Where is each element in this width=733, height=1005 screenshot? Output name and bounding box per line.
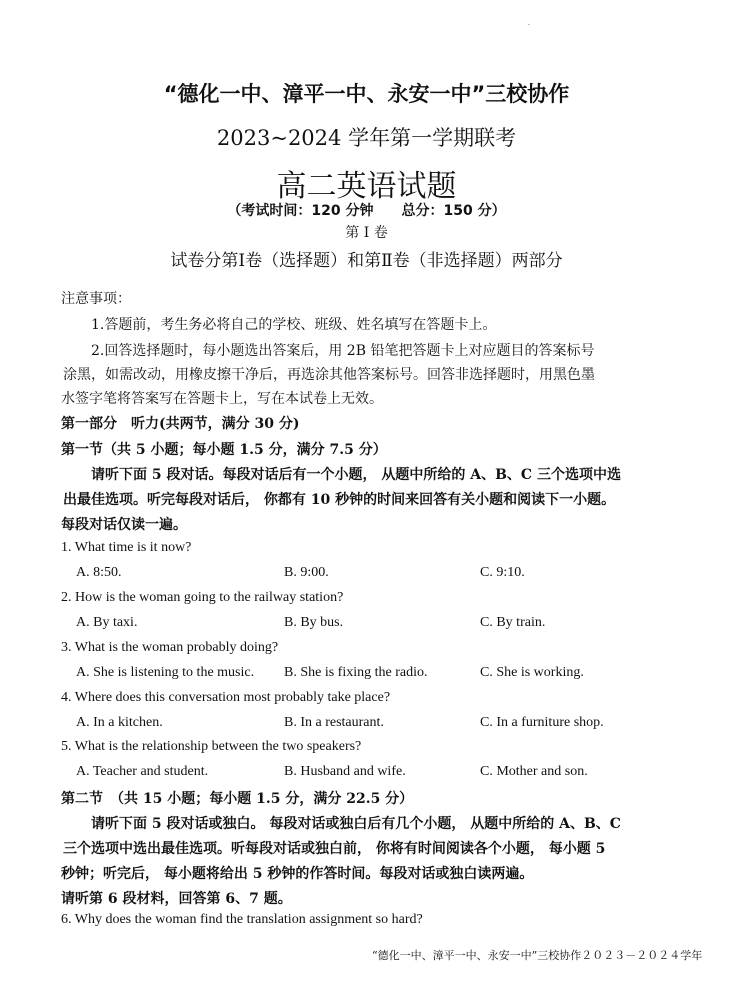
volume-label: 第 I 卷 xyxy=(345,225,388,241)
exam-title: 2023~2024 学年第一学期联考 xyxy=(216,126,517,150)
question-1: 1. What time is it now? xyxy=(61,540,192,555)
question-6: 6. Why does the woman find the translation assignment so hard? xyxy=(61,912,423,927)
question-1-option-a: A. 8:50. xyxy=(76,565,122,580)
question-3-option-c: C. She is working. xyxy=(480,665,584,680)
parts-description: 试卷分第Ⅰ卷（选择题）和第Ⅱ卷（非选择题）两部分 xyxy=(170,251,563,271)
schools-title: “德化一中、漳平一中、永安一中”三校协作 xyxy=(163,82,570,106)
notice-item-2-line2: 涂黑，如需改动，用橡皮擦干净后，再选涂其他答案标号。回答非选择题时，用黑色墨 xyxy=(63,367,595,383)
section1-title: 第一节（共 5 小题；每小题 1.5 分，满分 7.5 分） xyxy=(61,442,387,458)
question-2-option-c: C. By train. xyxy=(480,615,546,630)
notice-item-2-line1: 2.回答选择题时，每小题选出答案后，用 2B 铅笔把答题卡上对应题目的答案标号 xyxy=(91,343,595,359)
section1-instruction-line2: 出最佳选项。听完每段对话后， 你都有 10 秒钟的时间来回答有关小题和阅读下一小题。 xyxy=(63,492,616,508)
question-1-option-c: C. 9:10. xyxy=(480,565,525,580)
question-2-option-a: A. By taxi. xyxy=(76,615,138,630)
section2-instruction-line3: 秒钟；听完后， 每小题将给出 5 秒钟的作答时间。每段对话或独白读两遍。 xyxy=(61,866,534,882)
time-score: （考试时间：120 分钟 总分：150 分） xyxy=(227,203,506,219)
question-5: 5. What is the relationship between the two speakers? xyxy=(61,739,362,754)
section2-instruction-line2: 三个选项中选出最佳选项。听每段对话或独白前， 你将有时间阅读各个小题， 每小题 5 xyxy=(63,841,606,857)
section1-instruction-line3: 每段对话仅读一遍。 xyxy=(61,517,187,533)
notice-item-2-line3: 水签字笔将答案写在答题卡上，写在本试卷上无效。 xyxy=(61,391,383,407)
part1-title: 第一部分 听力(共两节，满分 30 分) xyxy=(61,416,300,432)
question-2: 2. How is the woman going to the railway station? xyxy=(61,590,344,605)
section1-instruction-line1: 请听下面 5 段对话。每段对话后有一个小题， 从题中所给的 A、B、C 三个选项中选 xyxy=(91,467,621,483)
top-dot: . xyxy=(528,20,530,27)
question-1-option-b: B. 9:00. xyxy=(284,565,329,580)
section2-title: 第二节 （共 15 小题；每小题 1.5 分，满分 22.5 分） xyxy=(61,791,414,807)
question-3-option-a: A. She is listening to the music. xyxy=(76,665,255,680)
question-3-option-b: B. She is fixing the radio. xyxy=(284,665,428,680)
question-5-option-b: B. Husband and wife. xyxy=(284,764,406,779)
section2-instruction-line1: 请听下面 5 段对话或独白。 每段对话或独白后有几个小题， 从题中所给的 A、B、C xyxy=(91,816,621,832)
subject-title: 高二英语试题 xyxy=(276,169,457,204)
question-4-option-b: B. In a restaurant. xyxy=(284,715,384,730)
notice-item-1: 1.答题前，考生务必将自己的学校、班级、姓名填写在答题卡上。 xyxy=(91,317,497,333)
question-4-option-a: A. In a kitchen. xyxy=(76,715,163,730)
question-5-option-a: A. Teacher and student. xyxy=(76,764,209,779)
notice-title: 注意事项： xyxy=(61,291,131,307)
question-5-option-c: C. Mother and son. xyxy=(480,764,588,779)
page-footer: “德化一中、漳平一中、永安一中”三校协作２０２３－２０２４学年 xyxy=(372,949,703,962)
question-4-option-c: C. In a furniture shop. xyxy=(480,715,604,730)
question-2-option-b: B. By bus. xyxy=(284,615,344,630)
question-3: 3. What is the woman probably doing? xyxy=(61,640,279,655)
question-4: 4. Where does this conversation most probably take place? xyxy=(61,690,391,705)
material-6-heading: 请听第 6 段材料，回答第 6、7 题。 xyxy=(61,891,292,907)
